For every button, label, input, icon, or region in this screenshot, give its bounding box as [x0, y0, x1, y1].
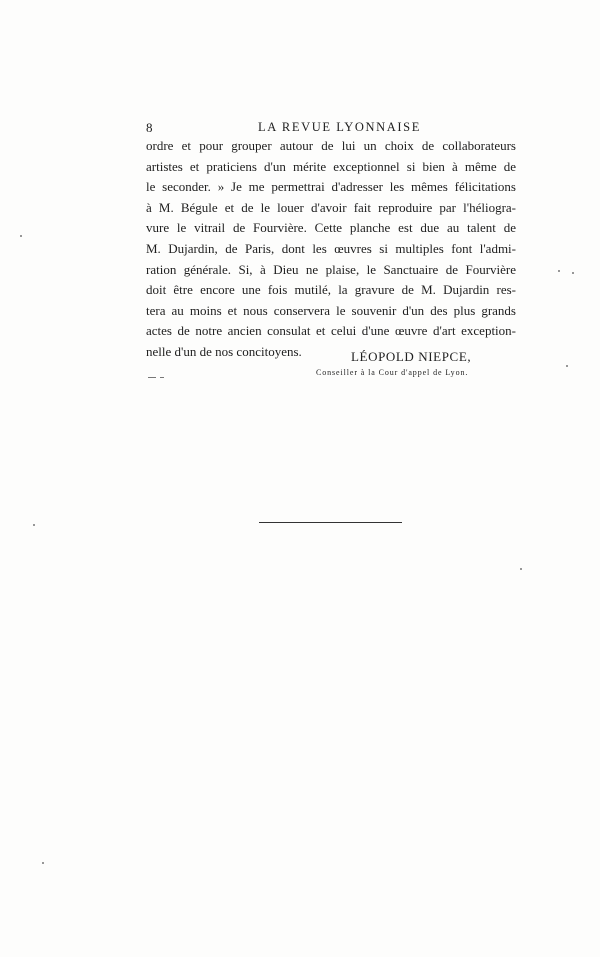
paper-speck: [20, 235, 22, 237]
paper-speck: [566, 365, 568, 367]
paper-speck: [148, 377, 156, 378]
signature-name: LÉOPOLD NIEPCE,: [351, 349, 472, 364]
paper-speck: [33, 524, 35, 526]
text-line: nelle d'un de nos concitoyens.: [146, 343, 302, 359]
paper-speck: [520, 568, 522, 570]
text-line: artistes et praticiens d'un mérite exceptionnel si bien à même de: [146, 158, 516, 174]
page-number: 8: [146, 120, 153, 135]
text-line: tera au moins et nous conservera le souvenir d'un des plus grands: [146, 302, 516, 318]
signature-title: Conseiller à la Cour d'appel de Lyon.: [316, 368, 469, 377]
text-line: ordre et pour grouper autour de lui un choix de collaborateurs: [146, 138, 516, 153]
text-line: doit être encore une fois mutilé, la gravure de M. Dujardin res-: [146, 282, 516, 298]
paper-speck: [160, 377, 164, 378]
running-title: LA REVUE LYONNAISE: [258, 120, 421, 134]
closing-rule: [259, 522, 402, 523]
paper-speck: [558, 270, 560, 272]
text-line: actes de notre ancien consulat et celui d'une œuvre d'art exception-: [146, 323, 516, 339]
text-line: le seconder. » Je me permettrai d'adresser les mêmes félicitations: [146, 179, 516, 195]
paper-speck: [572, 272, 574, 274]
text-line: ration générale. Si, à Dieu ne plaise, le Sanctuaire de Fourvière: [146, 261, 516, 277]
body-paragraph: [146, 136, 516, 363]
text-line: M. Dujardin, de Paris, dont les œuvres si multiples font l'admi-: [146, 240, 516, 256]
text-line: à M. Bégule et de le louer d'avoir fait reproduire par l'héliogra-: [146, 199, 516, 215]
text-line: vure le vitrail de Fourvière. Cette planche est due au talent de: [146, 220, 516, 236]
paper-speck: [42, 862, 44, 864]
